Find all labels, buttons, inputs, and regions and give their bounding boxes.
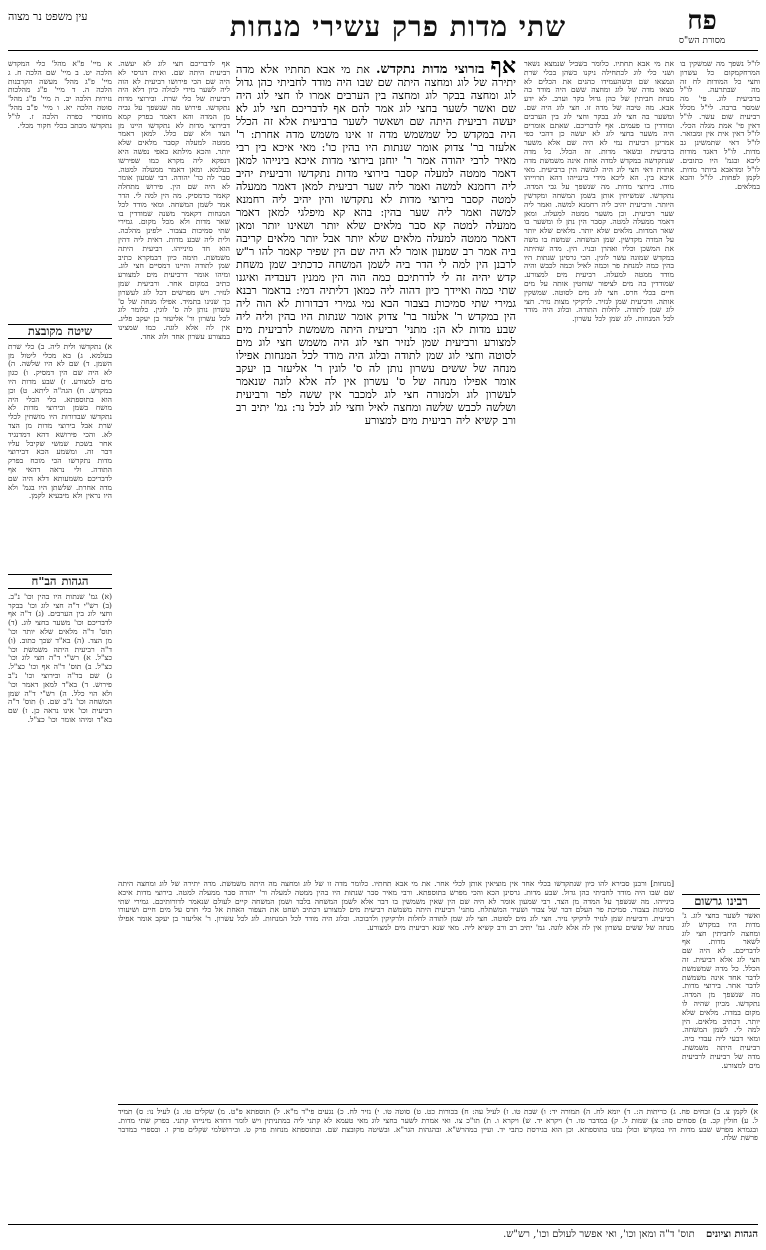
opening-word: אף (490, 60, 516, 79)
tosafot-text: אף לדבריכם חצי לוג לא יעשה. רביעית היתה שם. ואית דגרסי לא היה שם הכי פירושו רביעית לא הוה ליה לשער מידי לכולה כיון דלא היה רביעית של כלי שרת. ובירוצי מדות נתקדשו. פירוש מה שנשפך על גביה מן המדה והא דאמר בפרק קמא דבירוצי מדות לא נתקדשו היינו מן הצד ולא שם כלל. למאן דאמר ממטה למעלה קסבר מלאים שלא יותר. והכא מילתא באפי נפשה היא דנפקא ליה מקרא כמו שפירשו בעלמא. ומאן דאמר ממעלה למטה. סבר לה כר' יהודה. רבי שמעון אומר לא היה שם הין. פירוש מתחלה קאמר כדמסיק. מה הין למה לי. הדר אמר לשמן המשחה. ומאי מודד לכל המנחות דקאמר משנה שמודדין בו שאר מדות ולא מכל מקום. גמירי שתי סמיכות בצבור. ילפינן מהלכה. ולית ליה שבע מדות. דאית ליה דהין הוא חד מינייהו. רביעית היתה משמשת. תימה כיון דבמקרא כתיב שמן לתודה והיינו דמסיים חצי לוג. ומיהו אומר דרביעית מים למצורע כתיב במקום אחר. ורביעית שמן לנזיר. ויש מפרשים דכל לוג לעשרון כך שנינו בתמיד. אפילו מנחה של ס' עשרון נותן לה ס' לוגין. כלומר לוג לכל עשרון ור' אליעזר בן יעקב פליג. אין לה אלא לוגה. כמו שמצינו במצורע עשרון אחד ולוג אחד. (118, 60, 230, 341)
page-title: שתי מדות פרק עשירי מנחות (229, 10, 567, 43)
masoret-label: מסורת הש"ס (678, 36, 726, 46)
ein-mishpat-notes (8, 60, 112, 312)
rabenu-title: רבינו גרשום (682, 894, 760, 909)
footer-label: הגהות וציונים (705, 1229, 758, 1240)
shitah-mekubetzet (8, 318, 112, 543)
gemara-column (236, 60, 516, 872)
page-header (8, 6, 758, 51)
hagahot-habach (8, 568, 112, 1073)
right-margin-notes (680, 60, 760, 880)
rashi-text: את מי אבא תחתיו. כלומר בשביל שנמצא נשאר ושני כלי לוג לכתחילה ניקנו כשהן בכלי שרת ונמצאו שם וכשהעמידו כהנים את הכלים לא מצאו מדה של לוג ומחצה ששם היה מודד בה מנחת חביתין של כהן גדול בקר וערב. לא ידע אבא. מה טיבה של מדה זו. חצי לוג היה שם. ומשער בה חצי לוג בבקר וחצי לוג בין הערבים ומודדין בו פעמים. אף לדבריכם. שאתם אומרים היה משער בחצי לוג לא יעשה כן דהכי כפי אמרינן רביעית נמי לא היה שם אלא משער ברביעית ובשאר מדות. זה הכלל. כל מדה שנתקדשה במקדש למדה אחת אינה משמשת מדה אחרת דאי חצי לוג היה למשה הין ברביעית. מאי איכא בין. הא ליכא מידי ביננייהו דהא תרוייהו מודו. בירוצי מדות. מה שנשפך על גבי המדה. נתקדשו. שמשיחין אותן בשמן המשחה ומקדשין היותר. ורביעית יהיב ליה רחמנא למשה. ואמר ליה שער רביעית. וכן משער ממטה למעלה. ומאן דאמר ממעלה למטה. קסבר הין נתן לו ומשער בו שאר המדות. מלאים שלא יותר. מלאים שלא יותר על המדה מקדשין. שמן המשחה. שמשח בו משה את המשכן וכליו ואהרן ובניו. הין. מדה שהיתה במקדש שמונה עשר לוגין. הכי גרסינן שנתות היו בהין כמה למנחת פר וכמה לאיל וכמה לכבש והיה מודד ממטה למעלה. רביעית מים למצורע. שמודדין בה מים לציפור שוחטין אותה על מים חיים בכלי חרס. חצי לוג מים לסוטה. שמשקין אותה. ורביעית שמן לנזיר. לרקיקי מצות נזיר. חצי לוג שמן לתודה. לחלות התודה. ובלוג היה מודד לכל המנחות. לוג שמן לכל עשרון. (524, 60, 674, 324)
ein-mishpat-text: א מיי' פ"א מהל' כלי המקדש הלכה יט. ב מיי' שם הלכה ח. ג מיי' פ"ג מהל' מעשה הקרבנות הלכה ה. ד מיי' פ"ג מהלכות נזירות הלכה יב. ה מיי' פ"ג מהל' סוטה הלכה יא. ו מיי' פ"ב מהל' מחוסרי כפרה הלכה ז. לו"ל נתקדשו מכתב בכלי חקור מכלי. (8, 60, 112, 130)
shitah-text: א) נתקדשו ולית ליה. ב) כלי שרת בעלמא. ג) בא מכלי ליטול מן השמן. ד) שם לא היו שלשה. ה) לא היה שם הין דמסיק. ו) כגון מים למצורע. ז) שבע מדות היו במקדש. ח) הגה"ה ליתא. ט) וכן הוא בתוספתא. (8, 342, 112, 404)
gemara-dibur: בזרוצי מדות נתקדש. (375, 62, 485, 77)
shitah-title: שיטה מקובצת (8, 324, 112, 339)
bottom-notes (118, 1104, 758, 1220)
rabenu-gershom (682, 888, 760, 913)
tosafot-column (118, 60, 230, 880)
header-right (646, 6, 758, 47)
ein-mishpat-label: עין משפט נר מצוה (8, 10, 88, 23)
notes-text: א) לקמן צ. ב) זבחים פח. ג) כריתות ה:. ד) יומא לח. ה) תמורה יד: ו) שבת טו. ז) לעיל עה: ח) בכורות כט. ט) סוטה טו. י) נזיר לח. כ) נגעים פי"ד מ"א. ל) תוספתא פ"ט. מ) שקלים טו. נ) לעיל נו: ס) תמיד ל. ע) חולין קכ. פ) פסחים סה: צ) שמות ל. ק) במדבר טו. ר) ויקרא יד. ש) ויקרא ו. ת) תו"כ צו. ואי אמרת לשער בחצי לוג מאי טעמא לא קתני ליה במתניתין ויש לומר דחדא מינייהו קתני. בפרק שתי מדות. ובגמרא מפרש שבע מדות היו במקדש וכולן נמנו בתוספתא. (118, 1107, 758, 1134)
rabenu-gershom-text-block (682, 912, 760, 1122)
left-margin-text3: א) רש"י ד"ה חצי לוג וכו' כצ"ל. ב) תוס' ד"ה אף וכו' כצ"ל. ג) שם בד"ה ובירוצי וכו' נ"ב פירוש. ד) בא"ד למאן דאמר וכו' ולא הוי כלל. ה) רש"י ד"ה שמן המשחה וכו' נ"ב שם. ו) תוס' ד"ה רביעית וכו' אינו נראה כן. ז) שם בא"ד ומיהו אומר וכו' כצ"ל. (8, 653, 112, 724)
folio-number: פח (687, 6, 717, 36)
hagahot-title: הגהות הב"ח (8, 574, 112, 589)
left-margin-text2: כלי הכלי היה מושח בשמן ובירוצי מדות לא נתקדשו שבדורות היו מושחין לכלי שרת אבל בירוצי מדות מן הצד לא. והכי פירושא דהא דמדנגיד אחר בשכת שמשי שקיבל עליו דבר זה. ומשמע הכא דבירוצי מדות נתקדשו הכי מוכח בפרק התודה. ולי נראה דהאי אף לדבריכם משמעותא דלא היה שם מדה אחרת. שלשתן היו בגמ' ולא היו נראין ולא מיבעיא לקמן. (8, 394, 112, 501)
right-margin-text: לו"ל נשפך מה שמשקין בו המרחקמקום כל עשרון וחצי כל המודות לח זה מה שבתרעה. לו"ל ברביעית לוג. פי' מה שמסר ברבה. לי"ל מכלל רביעית שום עשר. לו"ל דאין פי' אמת מגלה הכלי. לו"ל דאין אית אין ומבואר. לו"ל דאי שתמשינן גב מדות. לו"ל דאגד מודות ליכא ובגמ' היו כתובים. לו"ל ומדאבא ביותר מדות. לקמן לפחות. לו"ל והכא במלאים. (680, 60, 760, 192)
notes-text2: וכן הוא בגירסת כתבי יד. ועיין במהרש"א. ובהגהות הגר"א. ובשיטה מקובצת שם. ובתוספתא מנחות פרק ט. ובירושלמי שקלים פרק ו. ובספרי במדבר פרשת שלח. (118, 1124, 758, 1143)
gemara-text: את מי אבא תחתיו אלא מדה יתירה של לוג ומחצה היתה שם שבו היה מודד לחביתי כהן גדול לוג ומחצה בבקר לוג ומחצה בין הערבים אמרו לו חצי לוג היה שם ואשר לשער בחצי לוג אמר להם אף לדבריכם חצי לוג לא יעשה רביעית היתה שם ושאשר לשער ברביעית אלא זה הכלל היה במקדש כל שמשמש מדה זו אינו משמש מדה אחרת: ר' אלעזר בר' צדוק אומר שנתות היו בהין כו': מאי איכא בין רבי מאיר לרבי יהודה אמר ר' יוחנן בירוצי מדות איכא בינייהו למאן דאמר ממטה למעלה קסבר בירוצי מדות נתקדשו ורביעית יהיב ליה רחמנא למשה ואמר ליה שער רביעית למאן דאמר ממעלה למטה קסבר בירוצי מדות לא נתקדשו והין יהיב ליה רחמנא למשה ואמר ליה שער בהין: בהא קא מיפלגי למאן דאמר ממעלה למטה קא סבר מלאים שלא יותר ושאינו יותר ומאן דאמר ממטה למעלה מלאים שלא יותר אבל יותר מלאים קריבה ביה אמר רב שמעון אומר לא היה שם הין שפיר קאמר להו ר"ש לרבנן הין למה לי הדר ביה לשמן המשחה כדכתיב שמן משחת קדש יהיה זה לי לדרתיכם כמה הוה הין ממנין דעבדיה ואיגנו שתי כמה ואיידך כיון דהוה ליה כמאן דליתיה דמי: בדאמר רבנא גמירי שתי סמיכות בצבור הבא נמי גמירי דבדורות לא הוה ליה הין במקדש ר' אלעזר בר' צדוק אומר שנתות היו בהין וליה ליה שבע מדות לא הן: מתני' רביעית היתה משמשת לרביעית מים למצורע ורביעית שמן לנזיר חצי לוג היה משמש חצי לוג מים לסוטה וחצי לוג שמן לתודה ובלוג היה מודד לכל המנחות אפילו מנחה של ששים עשרון נותן לה ס' לוגין ר' אליעזר בן יעקב אומר אפילו מנחה של ס' עשרון אין לה אלא לוגה שנאמר לעשרון לוג ולמנורה חצי לוג למכבר אין ששה לפר ורביעית ושלשה לכבש שלשה ומחצה לאיל וחצי לוג לכל נר: גמ' יתיב רב ורב קשיא ליה רביעית מים למצורע (236, 63, 516, 427)
bottom-commentary (118, 880, 674, 1100)
footer-text: תוס' ד"ה ומאן וכו', ואי אפשר לעולם וכו', רש"ש. (503, 1229, 695, 1240)
rabenu-text: ואשר לשער בחצי לוג. ג' מדות היו במקדש לוג ומחצה לחביתין חצי לוג לשאר מדות. אף לדבריכם. לא היה שם חצי לוג אלא רביעית. זה הכלל. כל מדה שמשמשת לדבר אחד אינה משמשת לדבר אחר. בירוצי מדות. מה שנשפך מן המדה. נתקדשו. מכיון שהיה לו מקום במדה. מלאים שלא יותר. דכתיב מלאים. הין למה לי. לשמן המשחה. ומאי דבעי ליה עבדי ביה. רביעית היתה משמשת. מדה של רביעית לרביעית מים למצורע. (682, 912, 760, 1070)
hagahot-text: (א) גמ' שנתות היו בהין וכו' נ"ב. (ב) רש"י ד"ה חצי לוג וכו' בבקר וחצי לוג בין הערבים. (ג) ד"ה אף לדבריכם וכו' משער בחצי לוג. (ד) תוס' ד"ה מלאים שלא יותר וכו' מן הצד. (ה) בא"ד שכך כתוב. (ו) ד"ה רביעית היתה משמשת וכו' כצ"ל. (8, 592, 112, 663)
bottom-text: [מנחות] ורבנן סבירא להו כיון שנתקדשו בכלי אחד אין מוציאין אותן לכלי אחר. את מי אבא תחתיו. כלומר מדה זו של לוג ומחצה מה היתה משמשת. מדה יתירה של לוג ומחצה היתה שם שבו היה מודד לחביתי כהן גדול. שבע מדות. גרסינן הכא והכי מפרש בתוספתא. ורבי מאיר סבר שנתות היו בהין ממטה למעלה ור' יהודה סבר ממעלה למטה. בירוצי מדות איכא בינייהו. מה שנשפך על המדה מן הצד. רבי שמעון אומר לא היה שם הין שאין משמשין בו דבר אלא לשמן המשחה בלבד ושמן המשחה קיים לעולם שנאמר לדורותיכם. גמירי שתי סמיכות בצבור. סמיכת פר העלם דבר של צבור ושעיר המשתלח. מתני' רביעית היתה משמשת רביעית מים למצורע דכתיב ושחט את הצפור האחת אל כלי חרס על מים חיים ושיעורו רביעית. ורביעית שמן לנזיר לרקיקי נזיר. חצי לוג מים לסוטה. חצי לוג שמן לתודה לחלות ולרקיקין ולרבוכה. ובלוג היה מודד לכל המנחות. לוג לכל עשרון. ר' אליעזר בן יעקב אומר אפילו מנחה של ששים עשרון אין לה אלא לוגה. גמ' יתיב רב ורב קשיא ליה. מאי שנא רביעית מים למצורע. (118, 880, 674, 932)
page-footer (8, 1224, 758, 1240)
rashi-column (524, 60, 674, 880)
